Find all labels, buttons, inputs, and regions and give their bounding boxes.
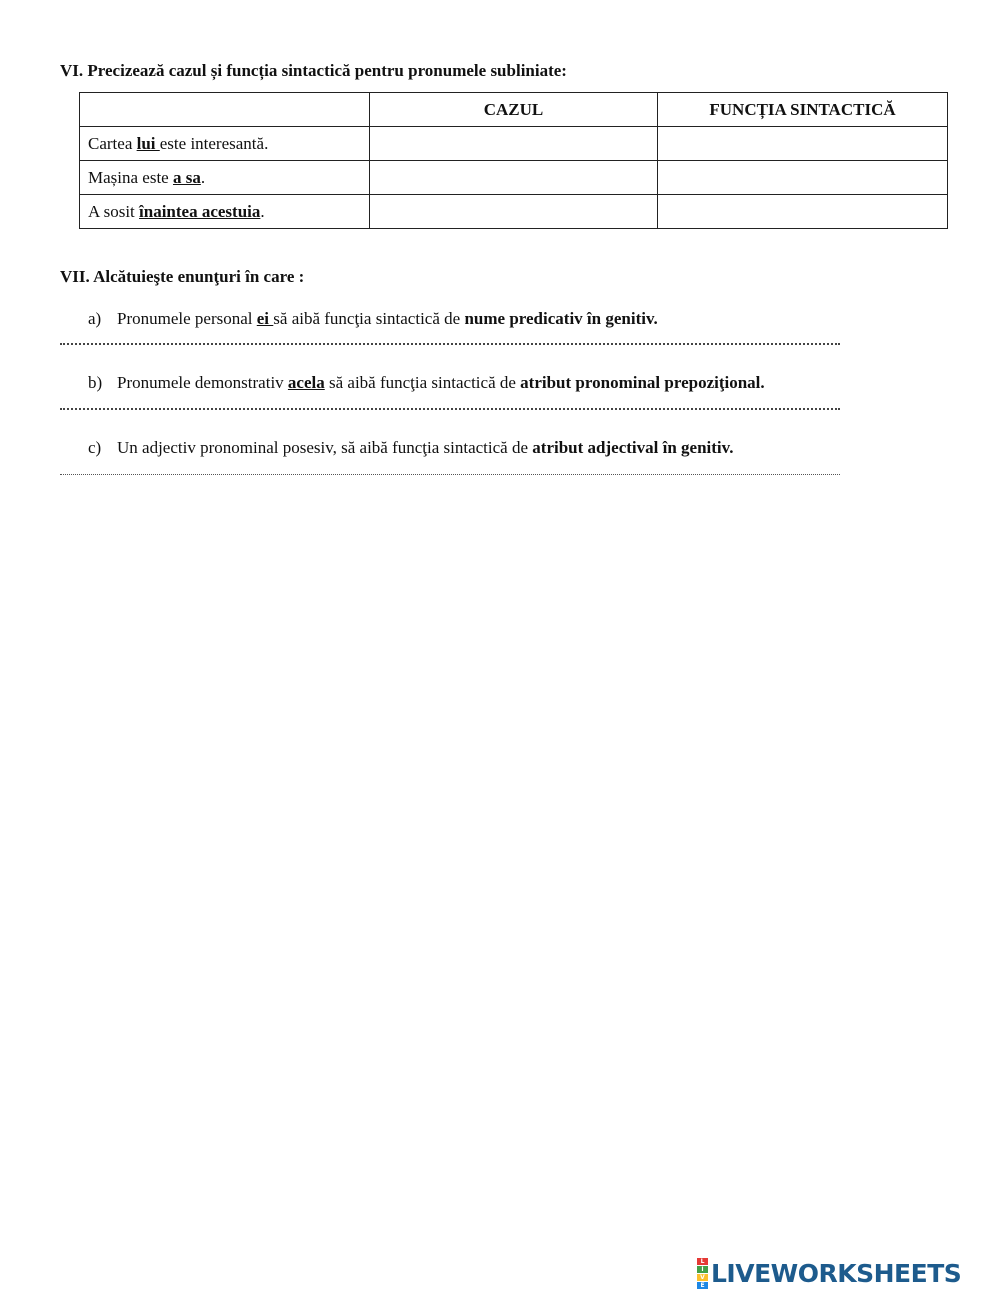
answer-line-a[interactable] — [60, 343, 840, 345]
logo-block: L — [697, 1258, 708, 1265]
function-answer-cell[interactable] — [658, 161, 948, 195]
logo-block: E — [697, 1282, 708, 1289]
table-row — [80, 161, 948, 195]
sentence-text: este interesantă. — [159, 133, 269, 153]
underlined-pronoun: acela — [287, 373, 325, 392]
underlined-pronoun: înaintea acestuia — [139, 201, 261, 221]
sentence-text: . — [200, 167, 206, 187]
answer-table — [79, 92, 948, 229]
answer-line-c[interactable] — [60, 474, 840, 475]
sentence-cell — [80, 127, 370, 161]
task-item-c — [88, 438, 733, 458]
logo-blocks-icon — [697, 1258, 708, 1289]
logo-text: LIVEWORKSHEETS — [711, 1259, 962, 1288]
answer-line-b[interactable] — [60, 408, 840, 410]
underlined-pronoun: ei — [256, 309, 274, 328]
function-answer-cell[interactable] — [658, 195, 948, 229]
header-case: CAZUL — [370, 93, 658, 127]
case-answer-cell[interactable] — [370, 127, 658, 161]
item-text: Pronumele demonstrativ — [117, 373, 288, 392]
item-bold-text: atribut pronominal prepoziţional. — [520, 373, 765, 392]
table-header-row — [80, 93, 948, 127]
sentence-cell — [80, 161, 370, 195]
case-answer-cell[interactable] — [370, 161, 658, 195]
logo-block: I — [697, 1266, 708, 1273]
item-label: b) — [88, 373, 103, 392]
logo-block: V — [697, 1274, 708, 1281]
item-text: Un adjectiv pronominal posesiv, — [117, 438, 342, 457]
item-bold-text: nume predicativ în genitiv. — [464, 309, 658, 328]
item-label: a) — [88, 309, 102, 328]
underlined-pronoun: a sa — [172, 167, 201, 187]
table-row — [80, 195, 948, 229]
header-empty — [80, 93, 370, 127]
sentence-text: Mașina este — [88, 167, 173, 187]
item-text: să aibă funcţia sintactică de — [324, 373, 521, 392]
table-row — [80, 127, 948, 161]
sentence-text: . — [260, 201, 265, 221]
case-answer-cell[interactable] — [370, 195, 658, 229]
task-item-a — [88, 309, 658, 329]
item-label: c) — [88, 438, 102, 457]
section-7-title: VII. Alcătuieşte enunţuri în care : — [60, 267, 305, 286]
task-item-b — [88, 373, 765, 393]
item-text: Pronumele personal — [117, 309, 257, 328]
header-function: FUNCȚIA SINTACTICĂ — [658, 93, 948, 127]
item-bold-text: atribut adjectival în genitiv. — [532, 438, 734, 457]
liveworksheets-logo — [697, 1258, 961, 1289]
sentence-cell — [80, 195, 370, 229]
underlined-pronoun: lui — [136, 133, 160, 153]
function-answer-cell[interactable] — [658, 127, 948, 161]
section-6-title: VI. Precizează cazul și funcția sintactică pentru pronumele subliniate: — [60, 61, 567, 80]
item-text: să aibă funcţia sintactică de — [273, 309, 465, 328]
sentence-text: A sosit — [88, 201, 140, 221]
sentence-text: Cartea — [88, 133, 137, 153]
item-text: să aibă funcţia sintactică de — [341, 438, 533, 457]
